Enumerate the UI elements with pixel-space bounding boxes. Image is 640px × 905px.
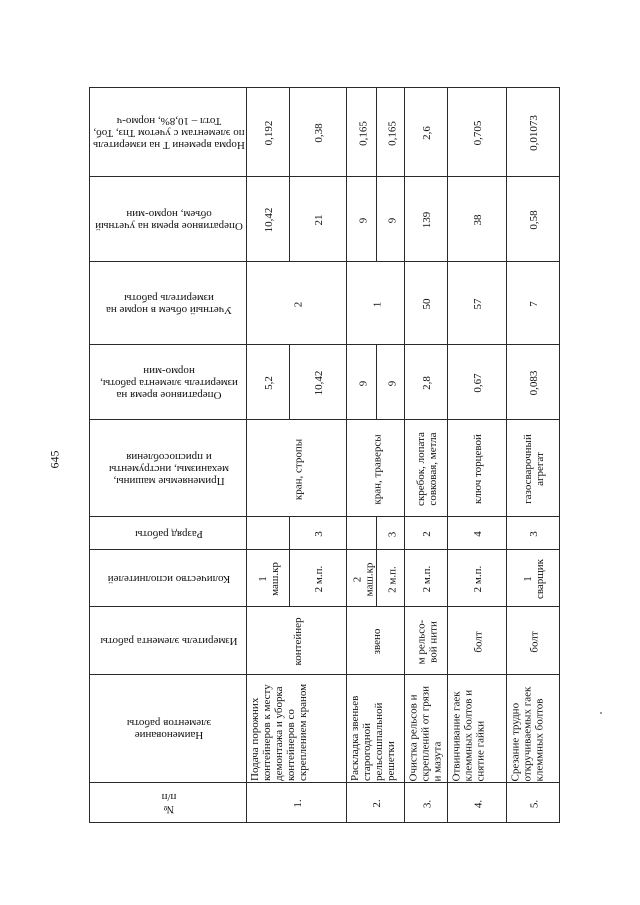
row-2-op-time-volume-b: [376, 176, 405, 262]
row-2-tools-text: кран, траверсы: [370, 433, 383, 505]
row-4-workers: [447, 549, 507, 607]
row-2-norm-a: [346, 87, 377, 177]
row-2-workers-a: [346, 549, 377, 607]
row-1-tools-text: кран, стропы: [291, 438, 304, 500]
row-2-op-time-unit-b: [376, 344, 405, 420]
header-measure: [89, 606, 247, 675]
header-grade-text: Разряд работы: [135, 528, 203, 540]
row-3-volume-text: 50: [421, 298, 433, 310]
row-2-volume-text: 1: [370, 301, 383, 307]
row-1-op-time-unit-a: [246, 344, 290, 420]
row-1-num: [246, 782, 347, 823]
row-2-workers-a-text: 2 маш.кр: [350, 562, 375, 596]
header-op-time-unit: [89, 344, 247, 420]
row-5-volume-text: 7: [528, 301, 540, 307]
row-5-num: [506, 782, 560, 823]
row-4-num-text: 4.: [472, 799, 484, 808]
row-5-grade-text: 3: [528, 531, 540, 537]
row-4-volume-text: 57: [472, 298, 484, 310]
row-3-workers-text: 2 м.п.: [421, 565, 433, 593]
header-volume: [89, 261, 247, 345]
row-1-volume: [246, 261, 347, 345]
row-2-op-time-unit-b-text: 9: [385, 380, 398, 386]
header-name-text: Наименование элементов работы: [126, 717, 212, 742]
header-measure-text: Измеритель элемента работы: [100, 635, 238, 648]
row-1-num-text: 1.: [291, 799, 304, 808]
row-2-workers-b: [376, 549, 405, 607]
row-2-volume: [346, 261, 405, 345]
row-2-grade-a-text: [347, 517, 378, 551]
row-3-norm: [404, 87, 448, 177]
row-2-grade-b-text: 3: [385, 531, 398, 537]
row-5-op-time-unit: [506, 344, 560, 420]
row-2-op-time-volume-a-text: 9: [356, 217, 369, 223]
row-3-workers: [404, 549, 448, 607]
row-2-op-time-unit-a-text: 9: [356, 380, 369, 386]
row-1-norm-a: [246, 87, 290, 177]
header-grade: [89, 516, 247, 550]
row-2-norm-b-text: 0,165: [385, 120, 398, 146]
row-1-workers-a: [246, 549, 290, 607]
header-volume-text: Учетный объем в норме на измеритель работы: [105, 292, 233, 316]
row-4-norm: [447, 87, 507, 177]
row-2-name-text: Раскладка звеньев старогодной рельсошпальной решетки: [349, 695, 397, 781]
row-4-tools: [447, 419, 507, 517]
row-5-num-text: 5.: [528, 799, 540, 808]
row-2-num: [346, 782, 405, 823]
row-5-op-time-unit-text: 0,083: [528, 370, 540, 396]
row-2-tools: [346, 419, 405, 517]
page-number: 645: [47, 450, 62, 469]
row-3-volume: [404, 261, 448, 345]
row-4-measure: [447, 606, 507, 675]
row-5-tools: [506, 419, 560, 517]
row-3-grade-text: 2: [421, 531, 433, 537]
row-4-tools-text: ключ торцевой: [472, 434, 484, 504]
row-5-norm: [506, 87, 560, 177]
row-1-op-time-unit-b: [289, 344, 347, 420]
row-1-op-time-volume-a-text: 10,42: [263, 207, 275, 233]
header-name: [89, 674, 247, 783]
row-4-volume: [447, 261, 507, 345]
row-5-name-text: Срезание трудно откручиваемых гаек клеммных болтов: [509, 686, 545, 781]
row-4-name-text: Отвинчивание гаек клеммных болтов и снятие гайки: [450, 689, 486, 781]
row-1-norm-b-text: 0,38: [313, 123, 325, 143]
row-3-op-time-unit: [404, 344, 448, 420]
row-4-grade: [447, 516, 507, 550]
row-5-measure: [506, 606, 560, 675]
row-4-norm-text: 0,705: [472, 120, 484, 146]
row-1-grade-b-text: 3: [313, 531, 325, 537]
row-5-workers-text: 1 сварщик: [522, 559, 546, 600]
header-num: [89, 782, 247, 823]
row-4-workers-text: 2 м.п.: [472, 565, 484, 593]
row-1-measure-text: контейнер: [291, 617, 304, 666]
row-3-measure: [404, 606, 448, 675]
row-2-norm-b: [376, 87, 405, 177]
row-1-norm-a-text: 0,192: [263, 120, 275, 146]
row-5-tools-text: газосварочный агрегат: [522, 434, 546, 504]
row-4-op-time-unit-text: 0,67: [472, 373, 484, 393]
header-op-time-volume-text: Оперативное время на учетный объем, нормо-мин: [95, 208, 243, 232]
row-1-volume-text: 2: [291, 301, 304, 307]
row-3-measure-text: м рельсо- вой нити: [415, 619, 439, 664]
row-1-workers-b-text: 2 м.п.: [313, 565, 325, 593]
row-2-measure: [346, 606, 405, 675]
row-1-workers-a-text: 1 маш.кр: [257, 562, 281, 596]
row-5-op-time-volume: [506, 176, 560, 262]
row-2-grade-b: [376, 516, 405, 550]
header-workers: [89, 549, 247, 607]
row-1-name-text: Подача порожних контейнеров к месту демонтажа и уборка контейнеров со скреплением краном: [249, 683, 309, 781]
row-2-measure-text: звено: [370, 628, 383, 655]
header-op-time-volume: [89, 176, 247, 262]
row-3-grade: [404, 516, 448, 550]
row-5-workers: [506, 549, 560, 607]
row-1-workers-b: [289, 549, 347, 607]
row-2-grade-a: [346, 516, 377, 550]
row-5-op-time-volume-text: 0,58: [528, 210, 540, 230]
row-1-op-time-volume-b: [289, 176, 347, 262]
row-5-grade: [506, 516, 560, 550]
row-1-op-time-volume-a: [246, 176, 290, 262]
row-4-grade-text: 4: [472, 531, 484, 537]
row-1-norm-b: [289, 87, 347, 177]
row-5-measure-text: болт: [528, 630, 540, 653]
row-5-norm-text: 0,01073: [528, 115, 540, 151]
row-1-measure: [246, 606, 347, 675]
row-3-num-text: 3.: [421, 799, 433, 808]
header-op-time-unit-text: Оперативное время на измеритель элемента работы, нормо-мин: [100, 365, 238, 401]
row-4-op-time-volume-text: 38: [472, 214, 484, 226]
row-4-op-time-unit: [447, 344, 507, 420]
row-3-norm-text: 2,6: [421, 126, 433, 140]
header-tools: [89, 419, 247, 517]
row-1-name: [246, 674, 347, 783]
row-2-name: [346, 674, 405, 783]
scan-speck: [600, 712, 602, 714]
row-3-op-time-unit-text: 2,8: [421, 376, 433, 390]
row-2-norm-a-text: 0,165: [356, 120, 369, 146]
header-workers-text: Количество исполнителей: [107, 573, 231, 585]
row-1-tools: [246, 419, 347, 517]
row-5-name: [506, 674, 560, 783]
row-3-op-time-volume-text: 139: [421, 211, 433, 229]
row-2-op-time-volume-a: [346, 176, 377, 262]
row-1-op-time-volume-b-text: 21: [313, 214, 325, 226]
row-1-op-time-unit-b-text: 10,42: [313, 370, 325, 396]
row-3-num: [404, 782, 448, 823]
row-1-op-time-unit-a-text: 5,2: [263, 376, 275, 390]
header-norm: [89, 87, 247, 177]
row-2-op-time-unit-a: [346, 344, 377, 420]
row-2-op-time-volume-b-text: 9: [385, 217, 398, 223]
row-4-num: [447, 782, 507, 823]
row-1-grade-a: [246, 516, 290, 550]
row-4-op-time-volume: [447, 176, 507, 262]
row-1-grade-b: [289, 516, 347, 550]
row-1-grade-a-text: [247, 517, 291, 551]
header-norm-text: Норма времени Т на измеритель по элементам с учетом Тпз, Тоб, Тотл – 10,8%, нормо-ч: [93, 115, 245, 151]
row-5-volume: [506, 261, 560, 345]
row-3-tools-text: скребок, лопата совковая, метла: [415, 432, 439, 506]
row-2-num-text: 2.: [370, 799, 383, 808]
row-3-name: [404, 674, 448, 783]
header-tools-text: Применяемые машины, механизмы, инструменты и приспособления: [109, 451, 229, 487]
row-4-measure-text: болт: [472, 630, 484, 653]
row-3-tools: [404, 419, 448, 517]
row-4-name: [447, 674, 507, 783]
row-2-workers-b-text: 2 м.п.: [385, 565, 398, 593]
row-3-name-text: Очистка рельсов и скреплений от грязи и мазута: [407, 685, 443, 781]
row-3-op-time-volume: [404, 176, 448, 262]
header-num-text: № п/п: [161, 791, 177, 816]
